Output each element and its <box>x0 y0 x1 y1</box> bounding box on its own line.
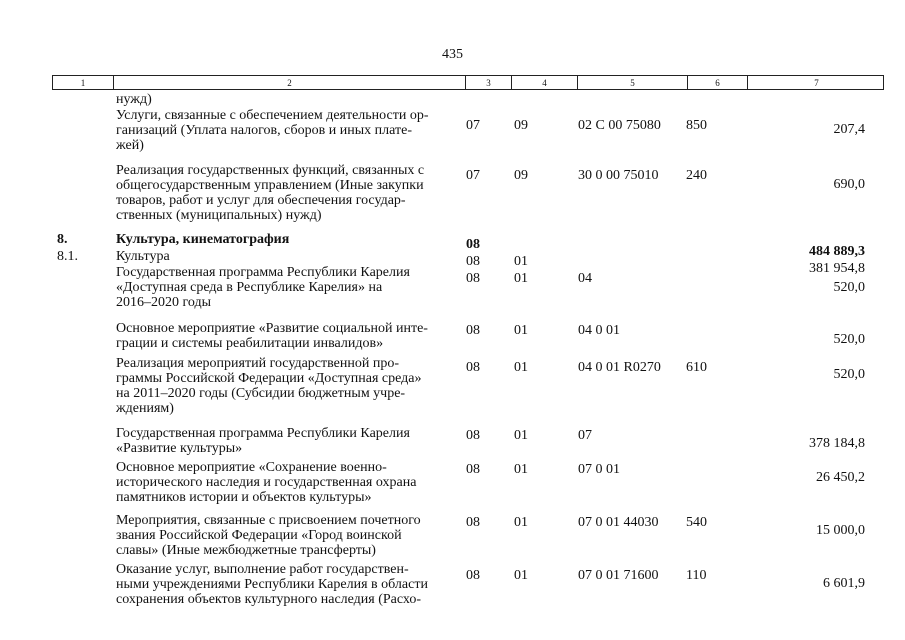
row-name <box>116 232 461 247</box>
section-code: 07 <box>466 118 480 133</box>
row-name-line: памятников истории и объектов культуры» <box>116 490 372 505</box>
row-name-line: звания Российской Федерации «Город воинской <box>116 528 402 543</box>
expense-type-code: 540 <box>686 515 707 530</box>
subsection-code: 01 <box>514 360 528 375</box>
subsection-code: 01 <box>514 323 528 338</box>
subsection-code: 01 <box>514 254 528 269</box>
row-name-line: Культура, кинематография <box>116 232 290 247</box>
row-name-line: Реализация мероприятий государственной про- <box>116 356 400 371</box>
amount: 378 184,8 <box>809 436 865 451</box>
target-article-code: 07 0 01 71600 <box>578 568 659 583</box>
subsection-code: 01 <box>514 271 528 286</box>
row-name-line: Государственная программа Республики Карелия <box>116 265 410 280</box>
amount: 520,0 <box>833 367 865 382</box>
expense-type-code: 610 <box>686 360 707 375</box>
row-name-line: Услуги, связанные с обеспечением деятельности ор- <box>116 108 429 123</box>
amount: 520,0 <box>833 332 865 347</box>
subsection-code: 09 <box>514 168 528 183</box>
row-name <box>116 163 461 223</box>
subsection-code: 01 <box>514 568 528 583</box>
row-name <box>116 562 461 607</box>
row-name-line: «Развитие культуры» <box>116 441 243 456</box>
header-col-2: 2 <box>113 76 465 89</box>
row-name-line: общегосударственным управлением (Иные закупки <box>116 178 424 193</box>
subsection-code: 01 <box>514 428 528 443</box>
target-article-code: 07 0 01 44030 <box>578 515 659 530</box>
target-article-code: 02 С 00 75080 <box>578 118 661 133</box>
row-name <box>116 92 461 107</box>
row-name-line: «Доступная среда в Республике Карелия» на <box>116 280 383 295</box>
header-col-7: 7 <box>747 76 885 89</box>
row-name <box>116 356 461 416</box>
row-name-line: ганизаций (Уплата налогов, сборов и иных плате- <box>116 123 412 138</box>
row-name-line: нужд) <box>116 92 152 107</box>
amount: 520,0 <box>833 280 865 295</box>
amount: 6 601,9 <box>823 576 865 591</box>
expense-type-code: 240 <box>686 168 707 183</box>
amount: 15 000,0 <box>816 523 865 538</box>
row-name <box>116 249 461 264</box>
row-name-line: Оказание услуг, выполнение работ государствен- <box>116 562 409 577</box>
row-name <box>116 426 461 456</box>
section-code: 08 <box>466 428 480 443</box>
row-name-line: 2016–2020 годы <box>116 295 212 310</box>
row-name-line: ждениям) <box>116 401 174 416</box>
row-name-line: грации и системы реабилитации инвалидов» <box>116 336 384 351</box>
row-name-line: славы» (Иные межбюджетные трансферты) <box>116 543 376 558</box>
row-name-line: ственных (муниципальных) нужд) <box>116 208 322 223</box>
row-name-line: Основное мероприятие «Развитие социальной инте- <box>116 321 428 336</box>
section-code: 08 <box>466 360 480 375</box>
row-name-line: сохранения объектов культурного наследия (Расхо- <box>116 592 422 607</box>
section-code: 08 <box>466 237 480 252</box>
amount: 484 889,3 <box>809 244 865 259</box>
row-name-line: Реализация государственных функций, связанных с <box>116 163 425 178</box>
section-code: 08 <box>466 568 480 583</box>
amount: 207,4 <box>833 122 865 137</box>
row-name-line: Мероприятия, связанные с присвоением почетного <box>116 513 421 528</box>
section-code: 08 <box>466 515 480 530</box>
header-col-3: 3 <box>465 76 511 89</box>
row-name-line: Культура <box>116 249 170 264</box>
row-name-line: исторического наследия и государственная охрана <box>116 475 417 490</box>
row-name <box>116 460 461 505</box>
target-article-code: 07 <box>578 428 592 443</box>
subsection-code: 01 <box>514 515 528 530</box>
subsection-code: 01 <box>514 462 528 477</box>
section-code: 08 <box>466 254 480 269</box>
page-number: 435 <box>442 47 463 62</box>
amount: 26 450,2 <box>816 470 865 485</box>
row-name-line: Государственная программа Республики Карелия <box>116 426 410 441</box>
header-col-4: 4 <box>511 76 577 89</box>
row-number: 8. <box>57 232 68 247</box>
target-article-code: 30 0 00 75010 <box>578 168 659 183</box>
row-name-line: на 2011–2020 годы (Субсидии бюджетным учре- <box>116 386 406 401</box>
header-col-5: 5 <box>577 76 687 89</box>
amount: 381 954,8 <box>809 261 865 276</box>
row-name <box>116 513 461 558</box>
amount: 690,0 <box>833 177 865 192</box>
expense-type-code: 110 <box>686 568 707 583</box>
row-name <box>116 108 461 153</box>
target-article-code: 04 <box>578 271 592 286</box>
row-name <box>116 321 461 351</box>
row-name-line: товаров, работ и услуг для обеспечения государ- <box>116 193 406 208</box>
expense-type-code: 850 <box>686 118 707 133</box>
header-col-1: 1 <box>80 78 86 88</box>
header-col-6: 6 <box>687 76 747 89</box>
section-code: 08 <box>466 271 480 286</box>
subsection-code: 09 <box>514 118 528 133</box>
target-article-code: 04 0 01 <box>578 323 620 338</box>
row-name-line: Основное мероприятие «Сохранение военно- <box>116 460 387 475</box>
row-name-line: ными учреждениями Республики Карелия в области <box>116 577 428 592</box>
row-name-line: граммы Российской Федерации «Доступная среда» <box>116 371 422 386</box>
row-name-line: жей) <box>116 138 144 153</box>
section-code: 08 <box>466 323 480 338</box>
section-code: 08 <box>466 462 480 477</box>
section-code: 07 <box>466 168 480 183</box>
target-article-code: 07 0 01 <box>578 462 620 477</box>
row-number: 8.1. <box>57 249 78 264</box>
row-name <box>116 265 461 310</box>
target-article-code: 04 0 01 R0270 <box>578 360 661 375</box>
